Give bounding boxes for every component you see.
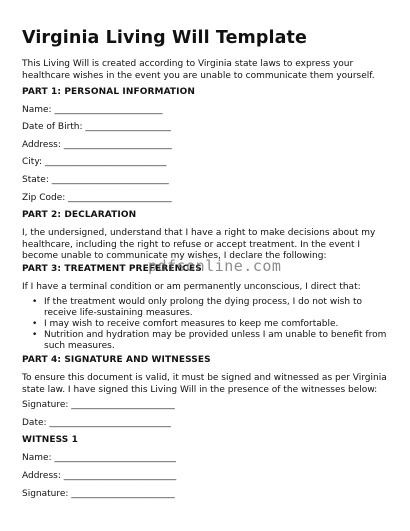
document-title: Virginia Living Will Template [22,28,307,48]
treatment-item: • I may wish to receive comfort measures to keep me comfortable. [22,319,392,330]
treatment-list [22,297,392,352]
part4-heading: PART 4: SIGNATURE AND WITNESSES [22,355,211,365]
name-field[interactable]: Name: ________________________ [22,105,163,115]
date-field[interactable]: Date: ___________________________ [22,418,171,428]
date-of-birth-field[interactable]: Date of Birth: ___________________ [22,122,171,132]
witness1-heading: WITNESS 1 [22,435,78,445]
signature-field[interactable]: Signature: _______________________ [22,400,175,410]
watermark: pdfsonline.com [148,257,282,275]
zip-code-field[interactable]: Zip Code: _______________________ [22,193,172,203]
part2-heading: PART 2: DECLARATION [22,210,137,220]
part3-heading: PART 3: TREATMENT PREFERENCES [22,264,202,274]
address-field[interactable]: Address: ________________________ [22,140,172,150]
signature-paragraph: To ensure this document is valid, it must be signed and witnessed as per Virginia state law. I have signed this Living Will in the presence of the witnesses below: [22,373,387,395]
treatment-item: • Nutrition and hydration may be provided unless I am unable to benefit from such measures. [22,330,392,352]
declaration-paragraph: I, the undersigned, understand that I have a right to make decisions about my healthcare, including the right to refuse or accept treatment. In the event I become unable to communicate my wishes, I declare the following: [22,228,376,261]
treatment-item: • If the treatment would only prolong the dying process, I do not wish to receive life-sustaining measures. [22,297,392,319]
witness-name-field[interactable]: Name: ___________________________ [22,453,176,463]
witness-signature-field[interactable]: Signature: _______________________ [22,489,175,499]
intro-paragraph: This Living Will is created according to Virginia state laws to express your healthcare wishes in the event you are unable to communicate them yourself. [22,59,375,81]
state-field[interactable]: State: __________________________ [22,175,169,185]
city-field[interactable]: City: ___________________________ [22,157,167,167]
witness-address-field[interactable]: Address: _________________________ [22,471,177,481]
treatment-lead: If I have a terminal condition or am permanently unconscious, I direct that: [22,282,361,292]
part1-heading: PART 1: PERSONAL INFORMATION [22,87,196,97]
